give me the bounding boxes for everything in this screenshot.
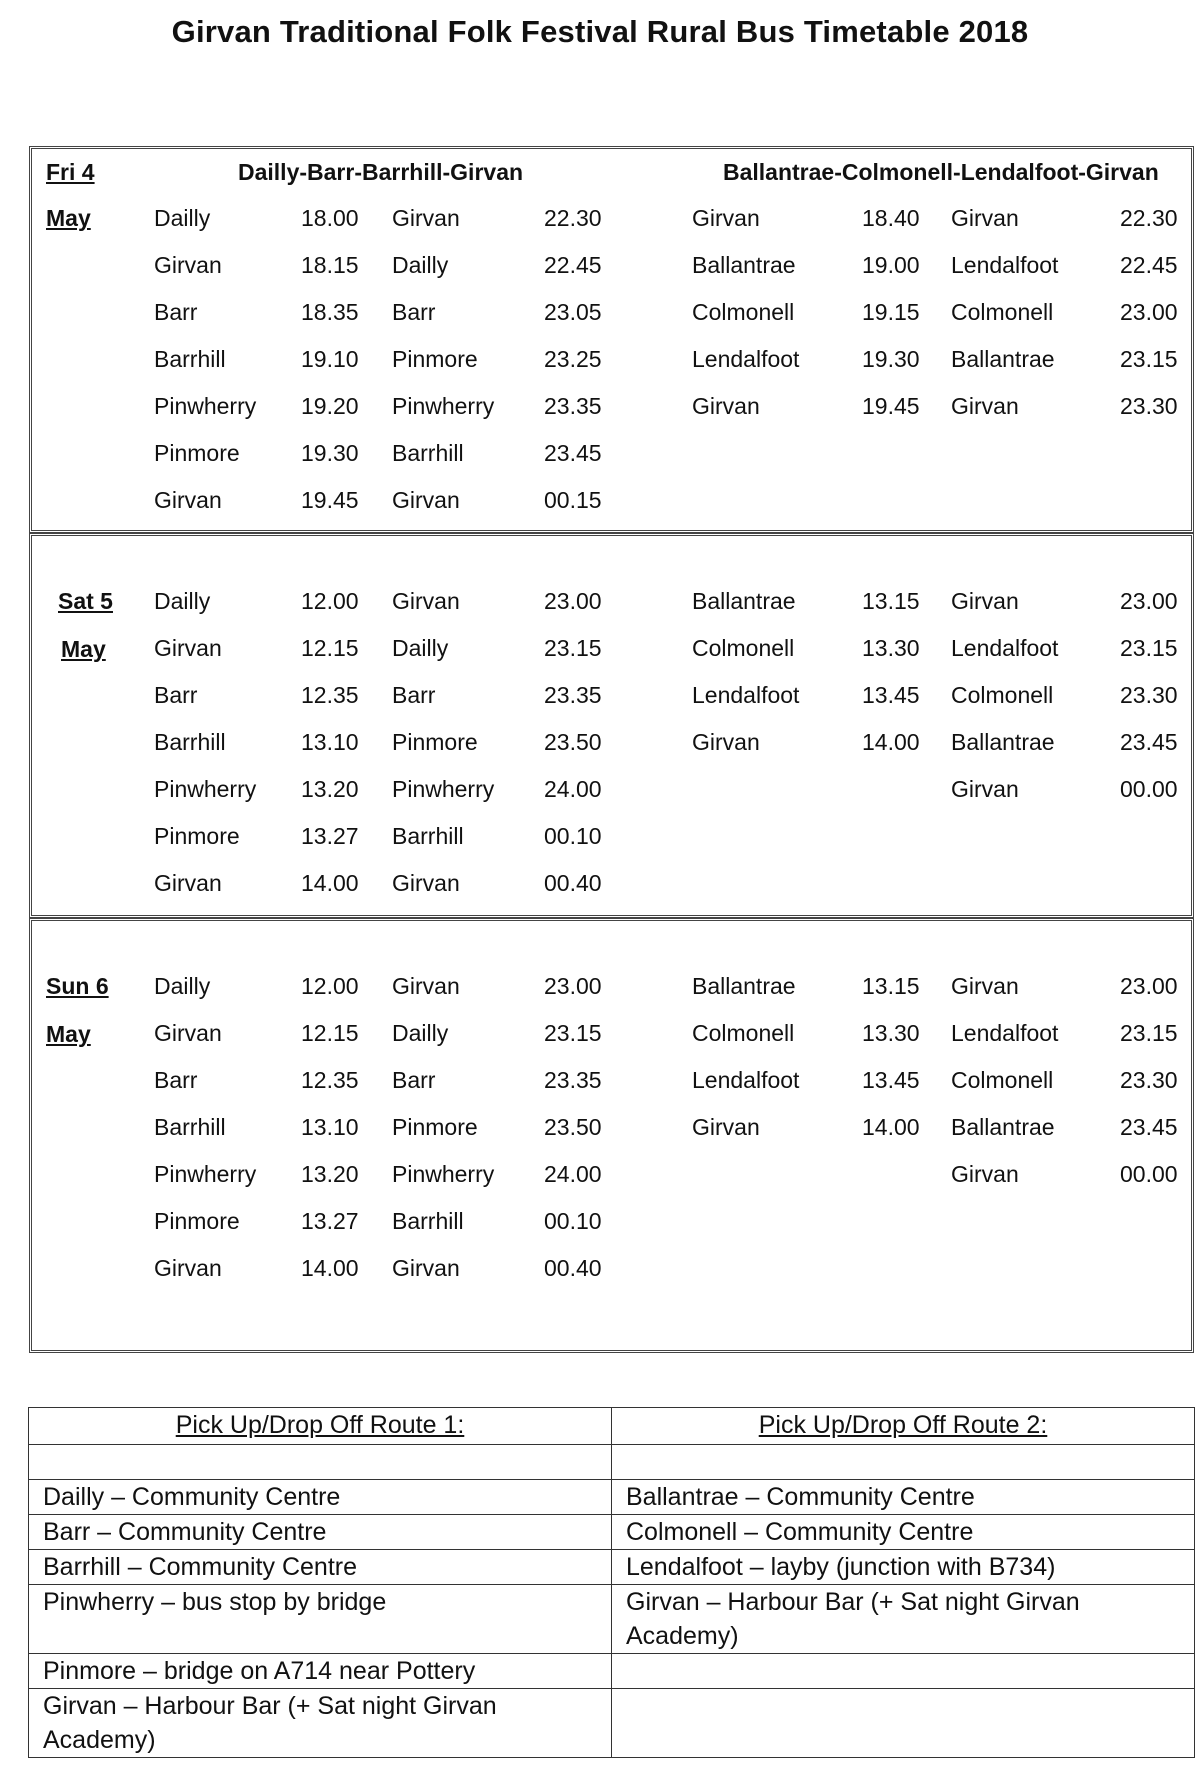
r1-out-time: 13.27 (301, 1208, 359, 1234)
r1-ret-time: 22.30 (544, 205, 602, 231)
r2-ret-stop: Ballantrae (951, 346, 1055, 372)
r2-ret-time: 23.15 (1120, 1020, 1178, 1046)
route1-pickup-title: Pick Up/Drop Off Route 1: (29, 1408, 612, 1445)
r2-out-time: 14.00 (862, 729, 920, 755)
r1-out-stop: Barrhill (154, 1114, 226, 1140)
r1-ret-time: 22.45 (544, 252, 602, 278)
r2-ret-time: 23.45 (1120, 1114, 1178, 1140)
r1-out-stop: Pinmore (154, 1208, 240, 1234)
r1-out-stop: Barrhill (154, 729, 226, 755)
r1-ret-stop: Pinwherry (392, 776, 495, 802)
r1-ret-stop: Girvan (392, 588, 460, 614)
r1-ret-stop: Barrhill (392, 1208, 464, 1234)
day-label: Sun 6 (46, 973, 109, 999)
day-box-sat (29, 533, 1194, 918)
r2-out-stop: Lendalfoot (692, 346, 800, 372)
r2-ret-stop: Girvan (951, 973, 1019, 999)
r1-out-stop: Dailly (154, 973, 211, 999)
r1-out-stop: Pinwherry (154, 393, 257, 419)
r1-out-time: 14.00 (301, 1255, 359, 1281)
r1-ret-time: 23.50 (544, 1114, 602, 1140)
page-title: Girvan Traditional Folk Festival Rural Bus Timetable 2018 (171, 14, 1029, 49)
r2-ret-time: 22.45 (1120, 252, 1178, 278)
pickup-stop: Ballantrae – Community Centre (612, 1480, 1195, 1515)
r1-out-time: 13.20 (301, 1161, 359, 1187)
month-label: May (61, 636, 106, 662)
pickup-stop: Girvan – Harbour Bar (+ Sat night Girvan Academy) (29, 1689, 612, 1758)
r2-ret-stop: Colmonell (951, 299, 1054, 325)
r2-out-stop: Colmonell (692, 1020, 795, 1046)
r2-ret-stop: Lendalfoot (951, 635, 1059, 661)
r1-ret-stop: Girvan (392, 870, 460, 896)
r1-out-stop: Barr (154, 682, 198, 708)
r1-out-stop: Girvan (154, 252, 222, 278)
blank-cell (612, 1445, 1195, 1480)
r1-ret-stop: Barr (392, 1067, 436, 1093)
r2-ret-time: 23.00 (1120, 588, 1178, 614)
r1-ret-stop: Barr (392, 299, 436, 325)
route1-header: Dailly-Barr-Barrhill-Girvan (238, 159, 524, 185)
r2-out-stop: Girvan (692, 393, 760, 419)
r1-out-time: 12.35 (301, 1067, 359, 1093)
r1-out-stop: Girvan (154, 1255, 222, 1281)
month-label: May (46, 1021, 91, 1047)
r1-out-time: 12.35 (301, 682, 359, 708)
pickup-stop: Colmonell – Community Centre (612, 1515, 1195, 1550)
day-box-sun (29, 918, 1194, 1353)
pickup-table (28, 1407, 1195, 1758)
r2-ret-time: 23.30 (1120, 393, 1178, 419)
r1-ret-time: 23.45 (544, 440, 602, 466)
r1-ret-stop: Pinmore (392, 1114, 478, 1140)
r1-ret-stop: Dailly (392, 1020, 449, 1046)
r2-out-stop: Lendalfoot (692, 1067, 800, 1093)
r2-out-time: 19.45 (862, 393, 920, 419)
r2-ret-stop: Lendalfoot (951, 1020, 1059, 1046)
r1-ret-time: 23.35 (544, 1067, 602, 1093)
r1-out-stop: Girvan (154, 635, 222, 661)
r1-ret-time: 24.00 (544, 776, 602, 802)
r1-out-stop: Barr (154, 299, 198, 325)
pickup-stop: Girvan – Harbour Bar (+ Sat night Girvan Academy) (612, 1585, 1195, 1654)
r1-ret-stop: Pinmore (392, 346, 478, 372)
r1-ret-time: 00.15 (544, 487, 602, 513)
r2-out-time: 13.15 (862, 973, 920, 999)
r1-out-time: 19.20 (301, 393, 359, 419)
r2-ret-stop: Girvan (951, 205, 1019, 231)
r2-out-stop: Girvan (692, 729, 760, 755)
r2-out-time: 19.00 (862, 252, 920, 278)
r2-ret-time: 23.30 (1120, 682, 1178, 708)
r2-out-time: 13.45 (862, 1067, 920, 1093)
r1-ret-time: 23.00 (544, 588, 602, 614)
r1-out-time: 18.35 (301, 299, 359, 325)
r2-out-time: 13.30 (862, 1020, 920, 1046)
r2-out-time: 19.30 (862, 346, 920, 372)
r1-out-stop: Girvan (154, 487, 222, 513)
pickup-stop: Pinwherry – bus stop by bridge (29, 1585, 612, 1654)
r1-ret-time: 23.35 (544, 682, 602, 708)
r1-out-stop: Barr (154, 1067, 198, 1093)
r1-ret-time: 23.50 (544, 729, 602, 755)
r2-ret-time: 22.30 (1120, 205, 1178, 231)
r2-ret-stop: Girvan (951, 776, 1019, 802)
r2-ret-time: 23.00 (1120, 299, 1178, 325)
r1-out-stop: Girvan (154, 870, 222, 896)
r1-out-stop: Dailly (154, 588, 211, 614)
r2-ret-stop: Girvan (951, 588, 1019, 614)
r2-out-stop: Colmonell (692, 635, 795, 661)
r1-out-time: 19.45 (301, 487, 359, 513)
r2-out-stop: Lendalfoot (692, 682, 800, 708)
pickup-stop: Barrhill – Community Centre (29, 1550, 612, 1585)
r1-out-stop: Pinwherry (154, 1161, 257, 1187)
r1-out-time: 13.10 (301, 1114, 359, 1140)
r2-out-stop: Girvan (692, 205, 760, 231)
r1-ret-stop: Pinwherry (392, 393, 495, 419)
r1-out-time: 19.30 (301, 440, 359, 466)
month-label: May (46, 205, 91, 231)
r1-out-time: 12.00 (301, 588, 359, 614)
pickup-stop: Dailly – Community Centre (29, 1480, 612, 1515)
r2-out-stop: Colmonell (692, 299, 795, 325)
r2-out-stop: Ballantrae (692, 973, 796, 999)
r1-ret-time: 23.15 (544, 635, 602, 661)
r2-ret-stop: Colmonell (951, 1067, 1054, 1093)
r1-out-stop: Pinmore (154, 440, 240, 466)
r2-ret-stop: Ballantrae (951, 1114, 1055, 1140)
r2-ret-time: 00.00 (1120, 776, 1178, 802)
r1-out-time: 12.00 (301, 973, 359, 999)
day-box-fri (29, 146, 1194, 533)
r1-out-time: 13.27 (301, 823, 359, 849)
r2-out-time: 14.00 (862, 1114, 920, 1140)
r1-ret-time: 00.10 (544, 823, 602, 849)
r2-out-stop: Ballantrae (692, 252, 796, 278)
r1-ret-time: 00.40 (544, 1255, 602, 1281)
r1-out-time: 12.15 (301, 635, 359, 661)
r2-ret-time: 00.00 (1120, 1161, 1178, 1187)
r2-out-time: 13.15 (862, 588, 920, 614)
day-label: Sat 5 (58, 588, 113, 614)
r1-ret-stop: Dailly (392, 252, 449, 278)
r2-ret-time: 23.45 (1120, 729, 1178, 755)
r1-ret-time: 23.15 (544, 1020, 602, 1046)
r1-out-stop: Barrhill (154, 346, 226, 372)
r2-ret-time: 23.15 (1120, 346, 1178, 372)
day-label: Fri 4 (46, 159, 95, 185)
route2-pickup-title: Pick Up/Drop Off Route 2: (612, 1408, 1195, 1445)
r2-out-time: 18.40 (862, 205, 920, 231)
pickup-stop (612, 1654, 1195, 1689)
r2-out-time: 13.30 (862, 635, 920, 661)
r1-out-time: 19.10 (301, 346, 359, 372)
r2-ret-stop: Colmonell (951, 682, 1054, 708)
r1-out-time: 13.20 (301, 776, 359, 802)
r1-ret-stop: Girvan (392, 1255, 460, 1281)
r1-out-time: 18.15 (301, 252, 359, 278)
r2-out-time: 13.45 (862, 682, 920, 708)
r1-out-stop: Pinmore (154, 823, 240, 849)
r2-out-time: 19.15 (862, 299, 920, 325)
r1-out-time: 13.10 (301, 729, 359, 755)
pickup-stop: Pinmore – bridge on A714 near Pottery (29, 1654, 612, 1689)
r1-ret-time: 00.40 (544, 870, 602, 896)
r2-ret-time: 23.00 (1120, 973, 1178, 999)
r2-ret-stop: Girvan (951, 1161, 1019, 1187)
r1-ret-stop: Barr (392, 682, 436, 708)
r1-ret-stop: Pinwherry (392, 1161, 495, 1187)
r1-ret-time: 23.00 (544, 973, 602, 999)
r2-out-stop: Girvan (692, 1114, 760, 1140)
r1-ret-stop: Dailly (392, 635, 449, 661)
r2-ret-time: 23.15 (1120, 635, 1178, 661)
r2-ret-stop: Lendalfoot (951, 252, 1059, 278)
blank-cell (29, 1445, 612, 1480)
r1-out-time: 12.15 (301, 1020, 359, 1046)
r1-out-stop: Pinwherry (154, 776, 257, 802)
r1-out-time: 18.00 (301, 205, 359, 231)
r2-ret-time: 23.30 (1120, 1067, 1178, 1093)
r1-ret-time: 23.05 (544, 299, 602, 325)
r1-ret-time: 23.35 (544, 393, 602, 419)
route2-header: Ballantrae-Colmonell-Lendalfoot-Girvan (723, 159, 1159, 185)
r1-ret-stop: Barrhill (392, 823, 464, 849)
r1-out-stop: Dailly (154, 205, 211, 231)
r1-out-time: 14.00 (301, 870, 359, 896)
r2-ret-stop: Ballantrae (951, 729, 1055, 755)
r1-ret-time: 23.25 (544, 346, 602, 372)
r2-out-stop: Ballantrae (692, 588, 796, 614)
r1-ret-stop: Girvan (392, 487, 460, 513)
pickup-stop: Barr – Community Centre (29, 1515, 612, 1550)
r1-ret-stop: Barrhill (392, 440, 464, 466)
r1-out-stop: Girvan (154, 1020, 222, 1046)
r1-ret-stop: Girvan (392, 205, 460, 231)
r1-ret-stop: Pinmore (392, 729, 478, 755)
pickup-stop: Lendalfoot – layby (junction with B734) (612, 1550, 1195, 1585)
r1-ret-time: 24.00 (544, 1161, 602, 1187)
r2-ret-stop: Girvan (951, 393, 1019, 419)
r1-ret-time: 00.10 (544, 1208, 602, 1234)
r1-ret-stop: Girvan (392, 973, 460, 999)
pickup-stop (612, 1689, 1195, 1758)
